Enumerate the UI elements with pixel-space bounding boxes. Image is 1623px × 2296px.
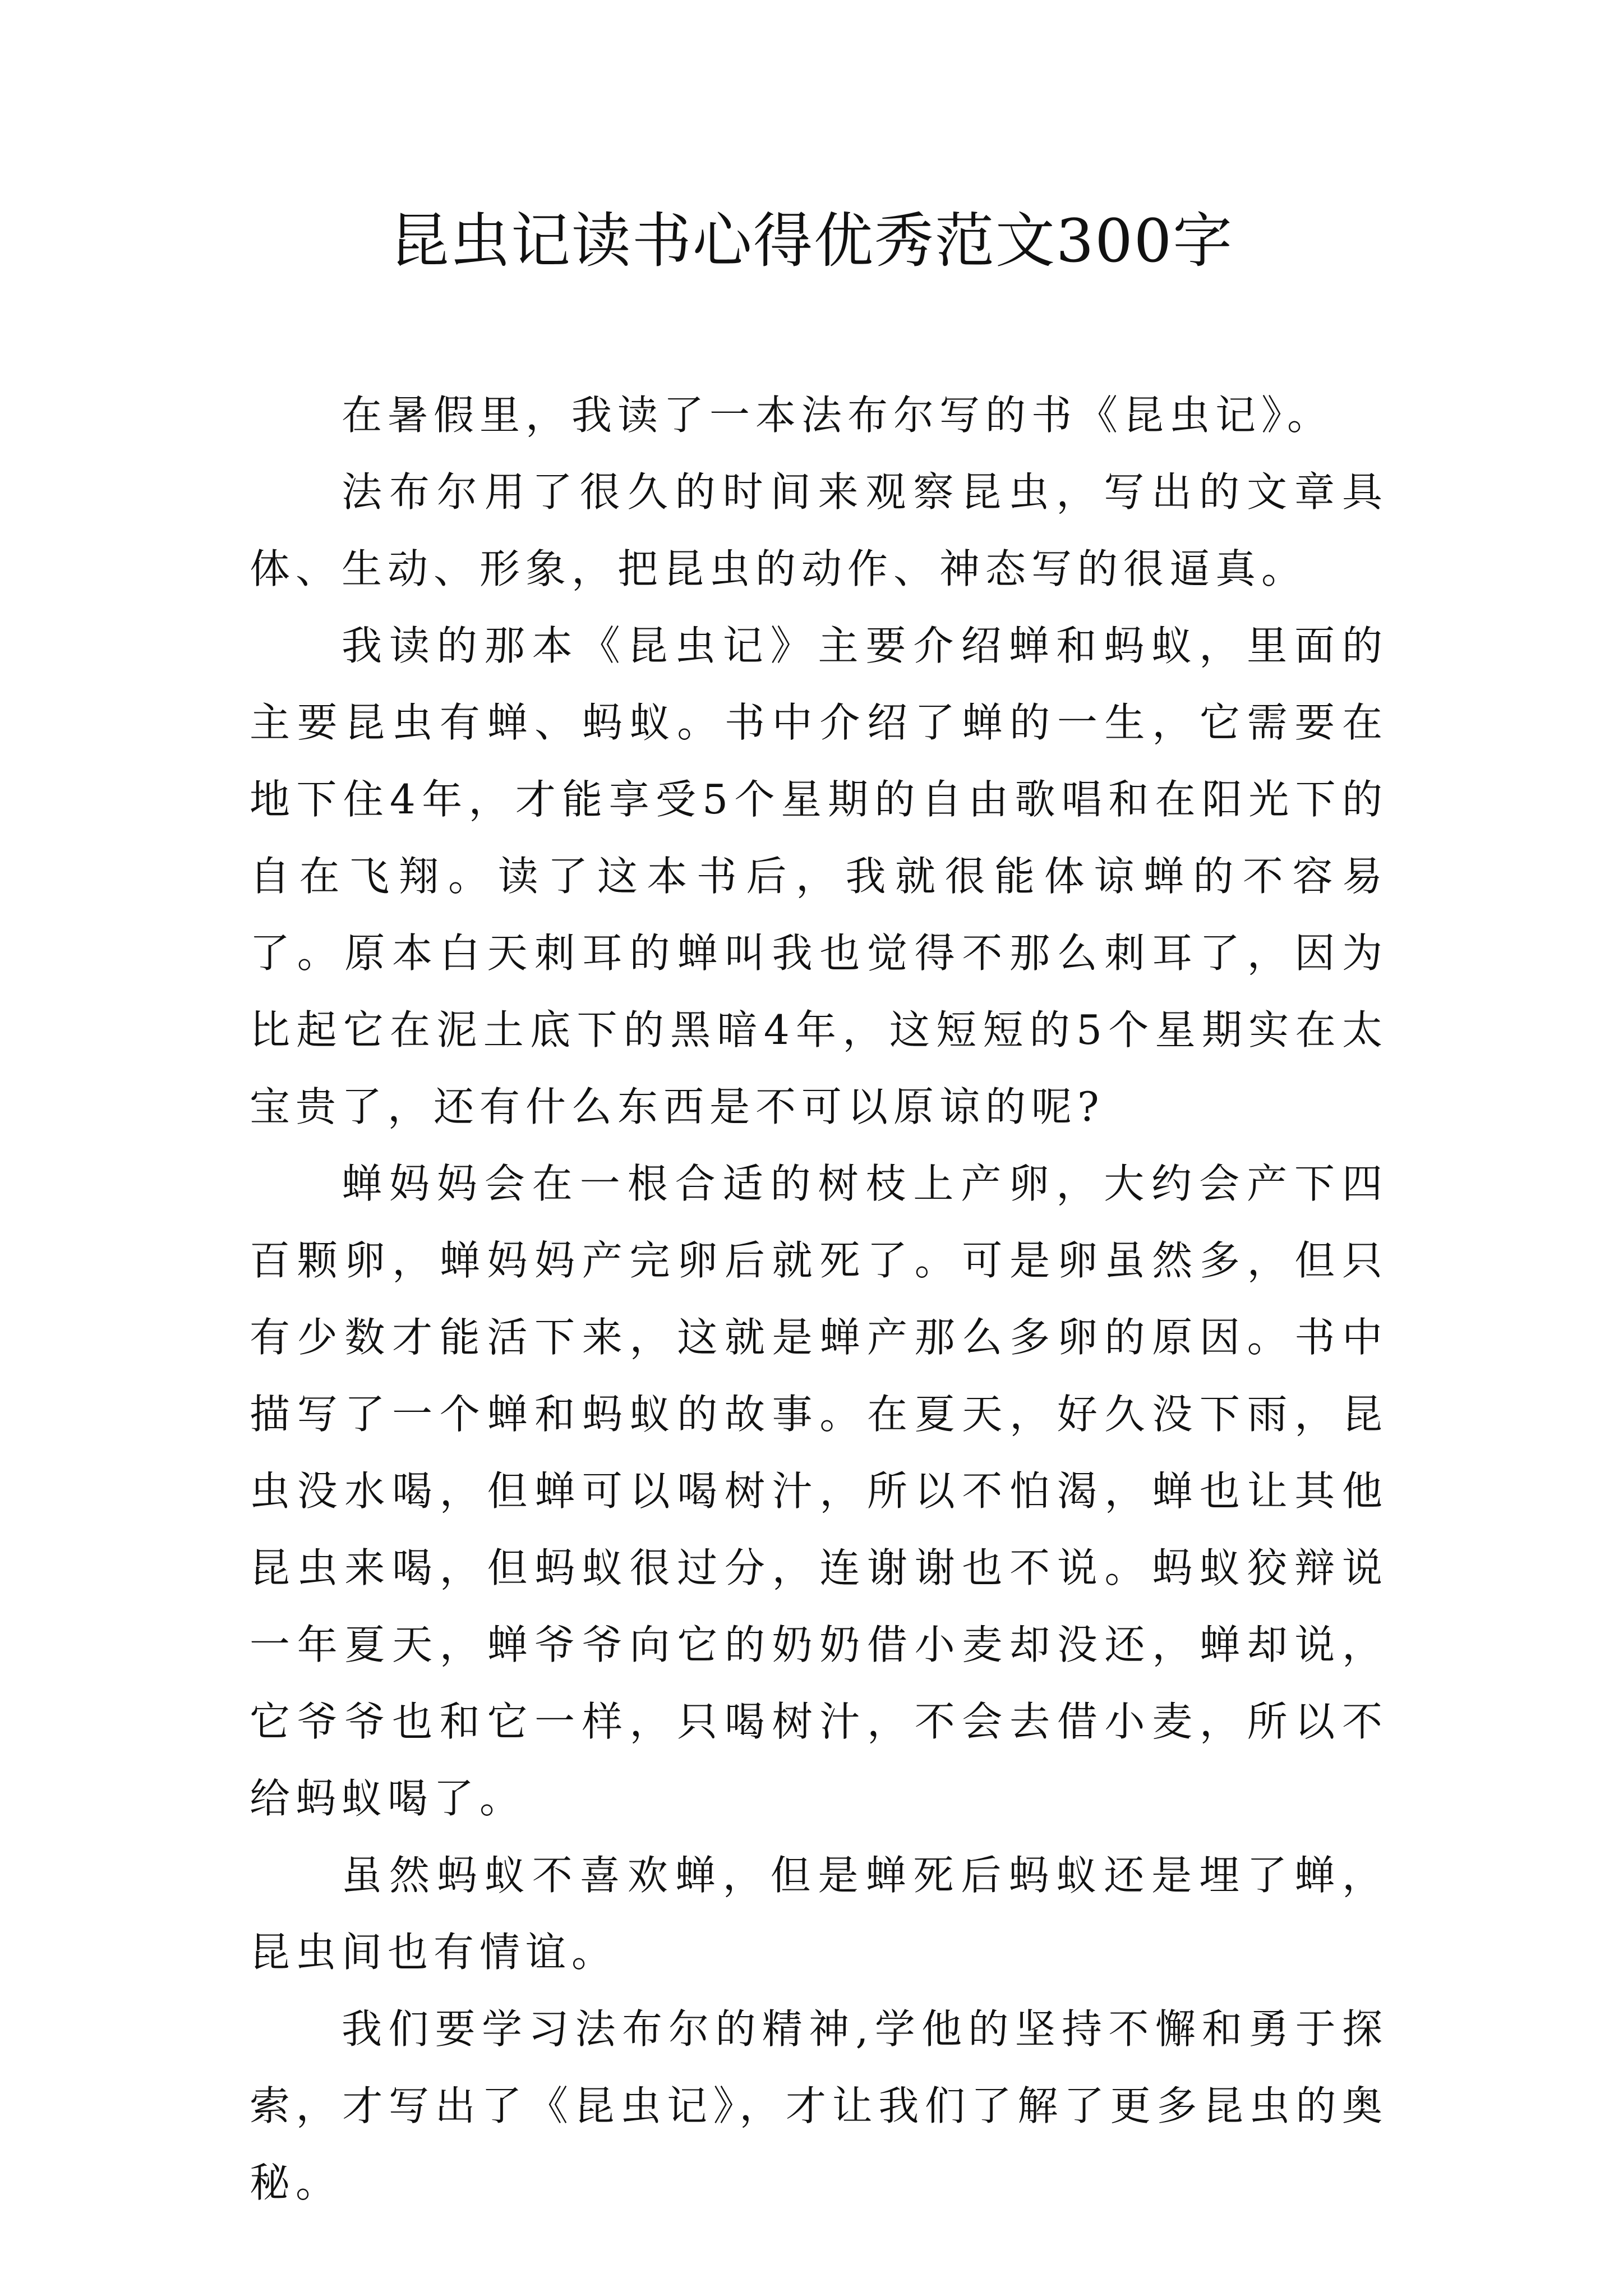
paragraph-6: 我们要学习法布尔的精神,学他的坚持不懈和勇于探索，才写出了《昆虫记》，才让我们了解了更多昆虫的奥秘。 xyxy=(250,2005,1388,2206)
paragraph-4: 蝉妈妈会在一根合适的树枝上产卵，大约会产下四百颗卵，蝉妈妈产完卵后就死了。可是卵虽然多，但只有少数才能活下来，这就是蝉产那么多卵的原因。书中描写了一个蝉和蚂蚁的故事。在夏天，好久没下雨，昆虫没水喝，但蝉可以喝树汁，所以不怕渴，蝉也让其他昆虫来喝，但蚂蚁很过分，连谢谢也不说。蚂蚁狡辩说一年夏天，蝉爷爷向它的奶奶借小麦却没还，蝉却说，它爷爷也和它一样，只喝树汁，不会去借小麦，所以不给蚂蚁喝了。 xyxy=(250,1160,1388,1822)
paragraph-3: 我读的那本《昆虫记》主要介绍蝉和蚂蚁，里面的主要昆虫有蝉、蚂蚁。书中介绍了蝉的一生，它需要在地下住4年，才能享受5个星期的自由歌唱和在阳光下的自在飞翔。读了这本书后，我就很能体谅蝉的不容易了。原本白天刺耳的蝉叫我也觉得不那么刺耳了，因为比起它在泥土底下的黑暗4年，这短短的5个星期实在太宝贵了，还有什么东西是不可以原谅的呢? xyxy=(250,622,1388,1130)
paragraph-5: 虽然蚂蚁不喜欢蝉，但是蝉死后蚂蚁还是埋了蝉，昆虫间也有情谊。 xyxy=(250,1852,1388,1976)
paragraph-2: 法布尔用了很久的时间来观察昆虫，写出的文章具体、生动、形象，把昆虫的动作、神态写的很逼真。 xyxy=(250,468,1388,592)
document-title: 昆虫记读书心得优秀范文300字 xyxy=(389,206,1234,275)
document-body xyxy=(250,377,1388,2221)
paragraph-1: 在暑假里，我读了一本法布尔写的书《昆虫记》。 xyxy=(342,392,1334,439)
